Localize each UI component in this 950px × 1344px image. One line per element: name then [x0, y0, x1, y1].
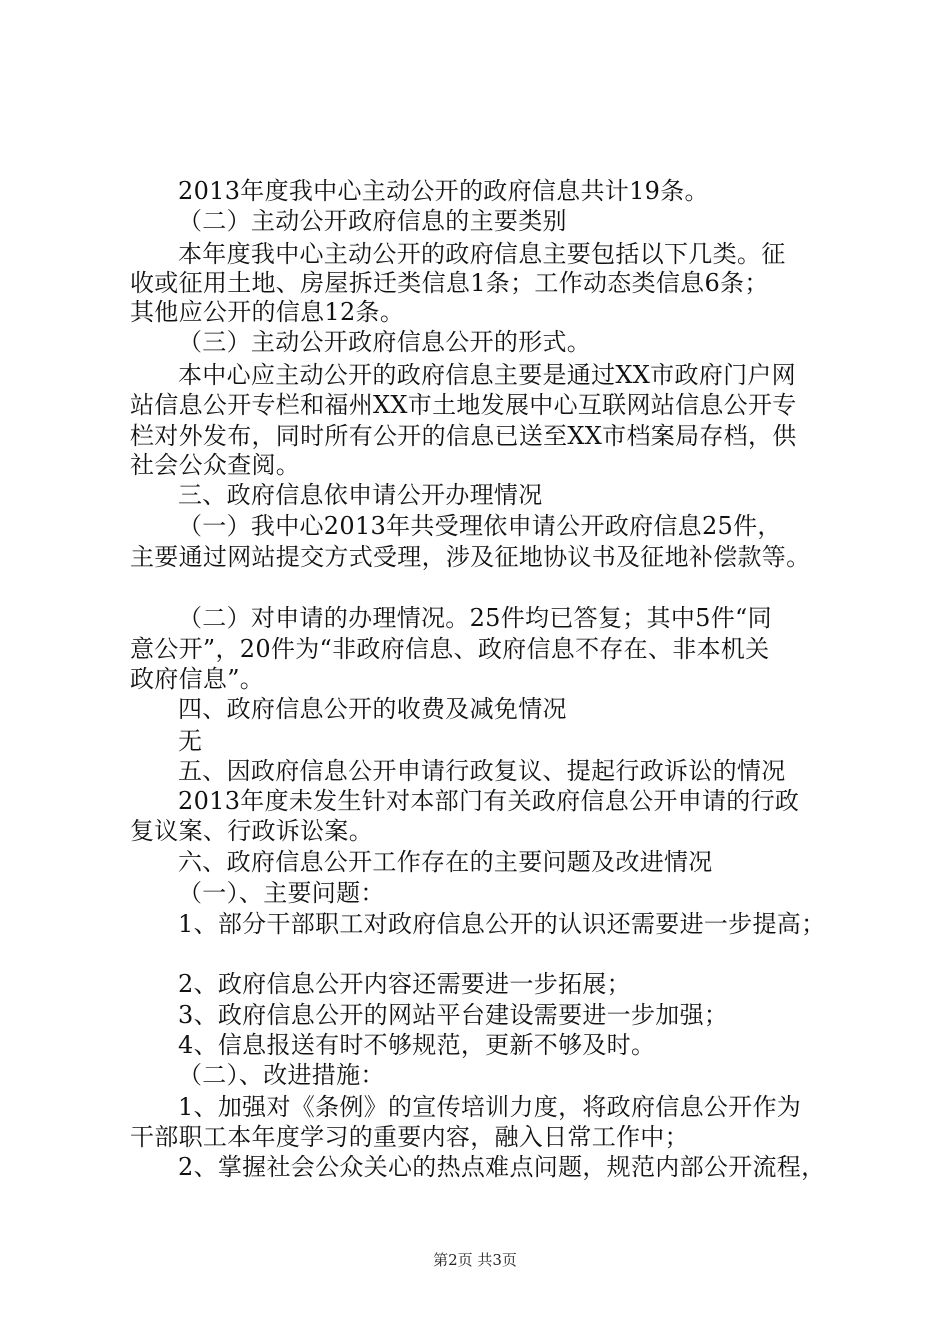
text-line: （二）对申请的办理情况。25件均已答复；其中5件“同	[178, 604, 772, 632]
text-line: 无	[178, 727, 203, 755]
text-line: 政府信息”。	[130, 665, 265, 693]
text-line: （二）、改进措施：	[178, 1061, 385, 1089]
text-line: 六、政府信息公开工作存在的主要问题及改进情况	[178, 848, 713, 876]
text-line: 本中心应主动公开的政府信息主要是通过XX市政府门户网	[178, 361, 796, 389]
text-line: 干部职工本年度学习的重要内容，融入日常工作中；	[130, 1123, 689, 1151]
text-line: 主要通过网站提交方式受理，涉及征地协议书及征地补偿款等。	[130, 543, 811, 571]
text-line: 栏对外发布，同时所有公开的信息已送至XX市档案局存档，供	[130, 422, 797, 450]
text-line: 其他应公开的信息12条。	[130, 298, 405, 326]
text-line: 3、政府信息公开的网站平台建设需要进一步加强；	[178, 1001, 729, 1029]
text-line: （二）主动公开政府信息的主要类别	[178, 207, 567, 235]
text-line: 意公开”，20件为“非政府信息、政府信息不存在、非本机关	[130, 635, 770, 663]
text-line: 2、政府信息公开内容还需要进一步拓展；	[178, 970, 631, 998]
text-line: 五、因政府信息公开申请行政复议、提起行政诉讼的情况	[178, 757, 786, 785]
text-line: 本年度我中心主动公开的政府信息主要包括以下几类。征	[178, 240, 786, 268]
text-line: （三）主动公开政府信息公开的形式。	[178, 328, 592, 356]
page-number-footer: 第2页 共3页	[433, 1251, 517, 1269]
text-line: 2013年度我中心主动公开的政府信息共计19条。	[178, 177, 709, 205]
text-line: 4、信息报送有时不够规范，更新不够及时。	[178, 1031, 656, 1059]
text-line: 三、政府信息依申请公开办理情况	[178, 481, 543, 509]
text-line: 2013年度未发生针对本部门有关政府信息公开申请的行政	[178, 787, 800, 815]
text-line: 四、政府信息公开的收费及减免情况	[178, 695, 567, 723]
text-line: 站信息公开专栏和福州XX市土地发展中心互联网站信息公开专	[130, 391, 797, 419]
text-line: 2、掌握社会公众关心的热点难点问题，规范内部公开流程，	[178, 1153, 826, 1181]
text-line: 复议案、行政诉讼案。	[130, 817, 373, 845]
text-line: （一）我中心2013年共受理依申请公开政府信息25件，	[178, 512, 782, 540]
text-line: 社会公众查阅。	[130, 451, 301, 479]
text-line: 1、部分干部职工对政府信息公开的认识还需要进一步提高；	[178, 910, 826, 938]
text-line: 收或征用土地、房屋拆迁类信息1条；工作动态类信息6条；	[130, 269, 769, 297]
text-line: （一）、主要问题：	[178, 879, 385, 907]
text-line: 1、加强对《条例》的宣传培训力度，将政府信息公开作为	[178, 1093, 802, 1121]
